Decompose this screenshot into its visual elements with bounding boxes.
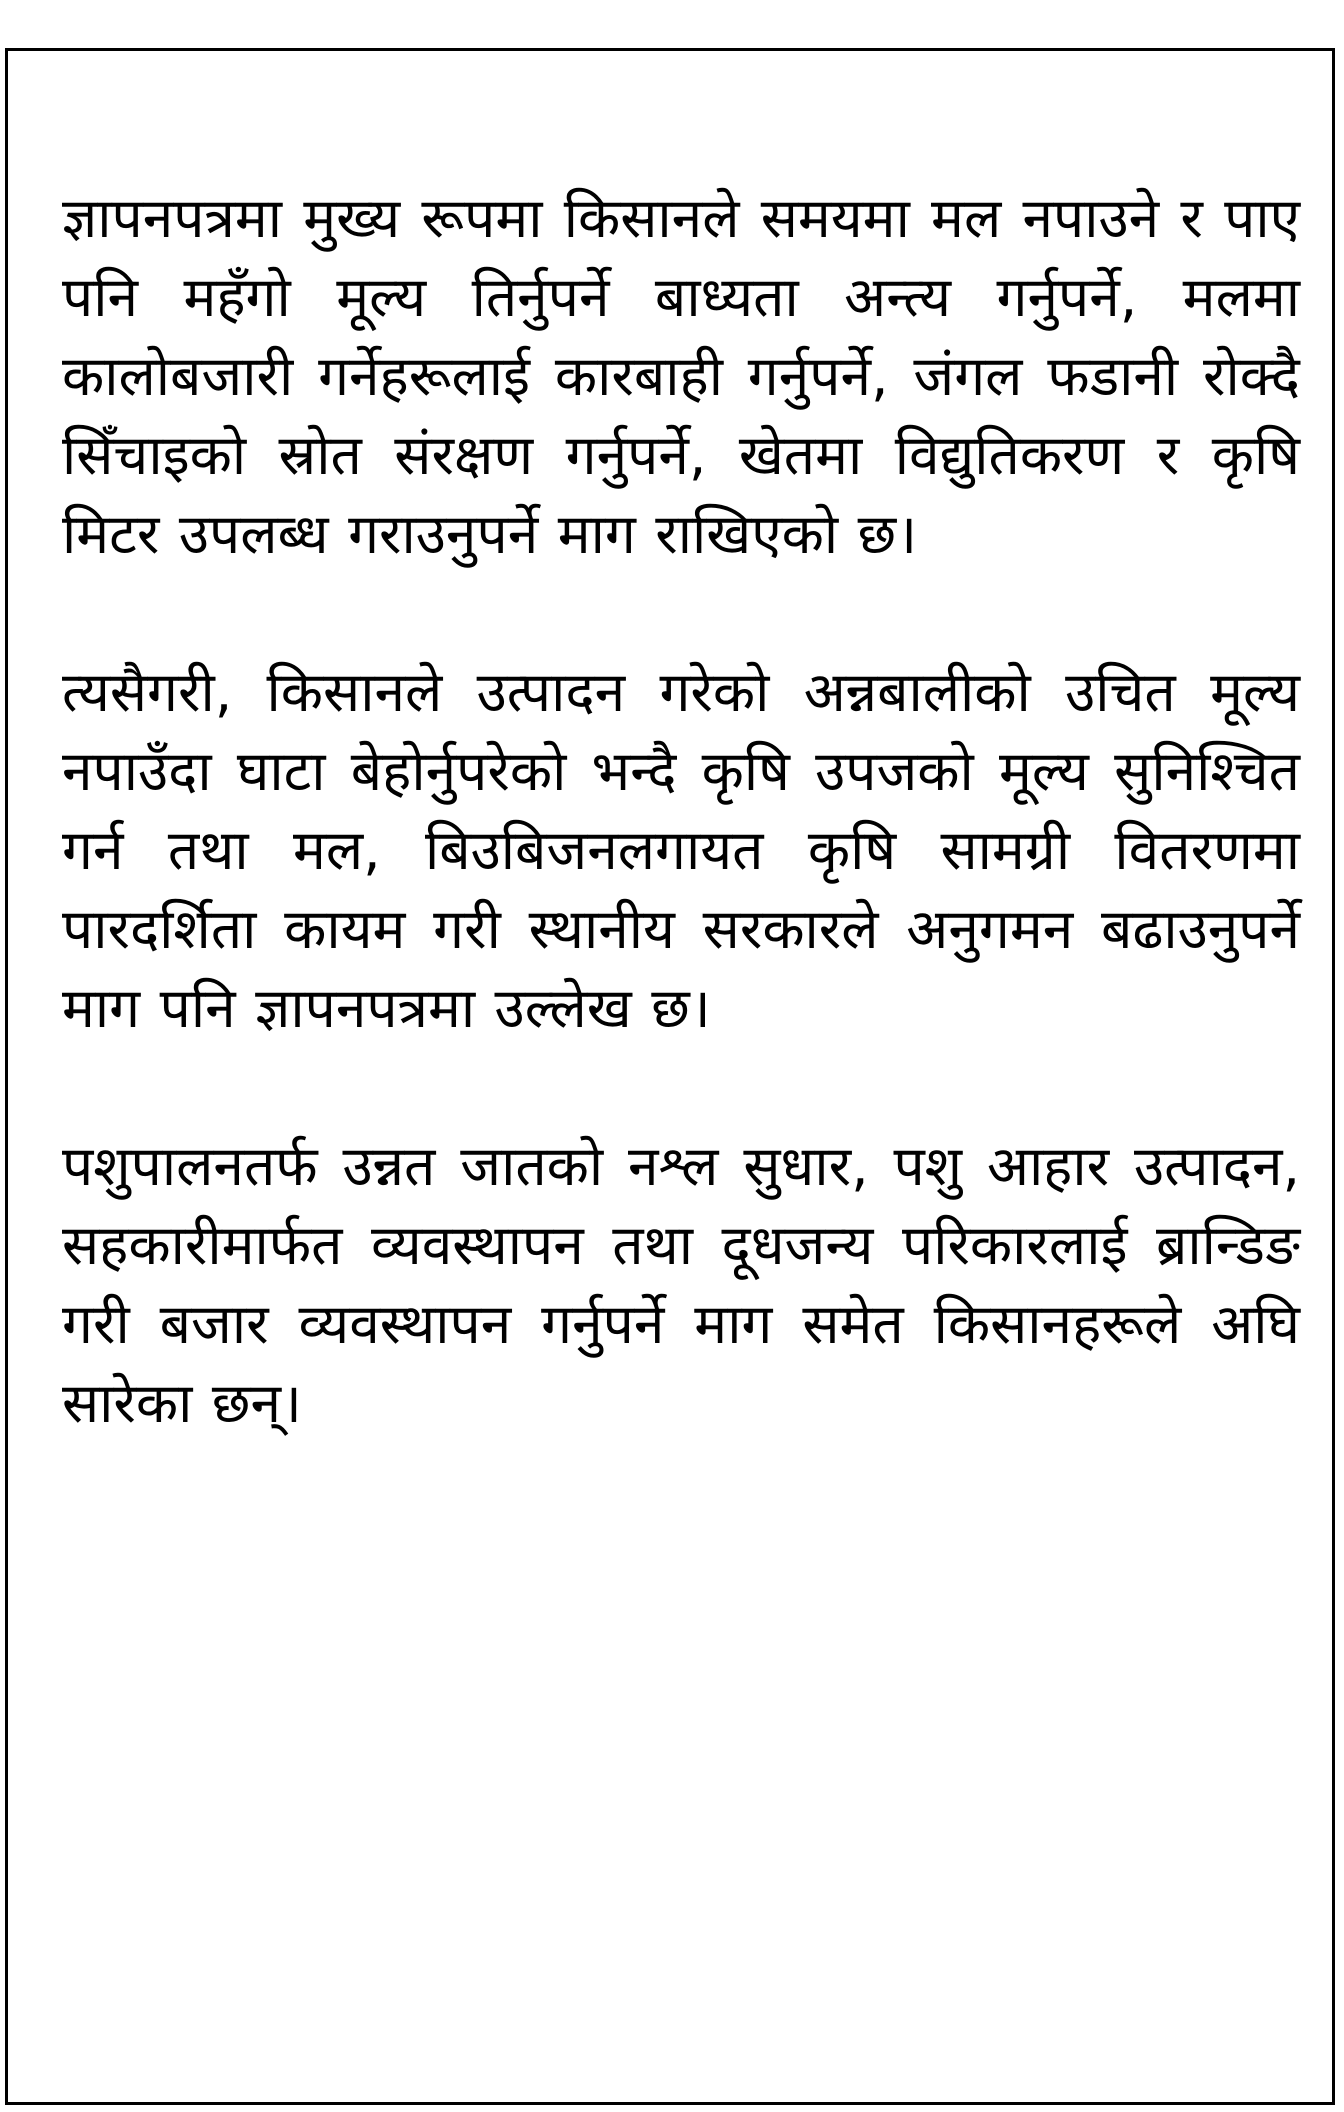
paragraph-2: त्यसैगरी, किसानले उत्पादन गरेको अन्नबालीको उचित मूल्य नपाउँदा घाटा बेहोर्नुपरेको भन्दै कृषि उपजको मूल्य सुनिश्चित गर्न तथा मल, बिउबिजनलगायत कृषि सामग्री वितरणमा पारदर्शिता कायम गरी स्थानीय सरकारले अनुगमन बढाउनुपर्ने माग पनि ज्ञापनपत्रमा उल्लेख छ। [62, 660, 1300, 1040]
document-body [62, 179, 1300, 1443]
paragraph-3: पशुपालनतर्फ उन्नत जातको नश्ल सुधार, पशु आहार उत्पादन, सहकारीमार्फत व्यवस्थापन तथा दूधजन्य परिकारलाई ब्रान्डिङ गरी बजार व्यवस्थापन गर्नुपर्ने माग समेत किसानहरूले अघि सारेका छन्। [62, 1134, 1300, 1435]
paragraph-1: ज्ञापनपत्रमा मुख्य रूपमा किसानले समयमा मल नपाउने र पाए पनि महँगो मूल्य तिर्नुपर्ने बाध्यता अन्त्य गर्नुपर्ने, मलमा कालोबजारी गर्नेहरूलाई कारबाही गर्नुपर्ने, जंगल फडानी रोक्दै सिँचाइको स्रोत संरक्षण गर्नुपर्ने, खेतमा विद्युतिकरण र कृषि मिटर उपलब्ध गराउनुपर्ने माग राखिएको छ। [62, 186, 1300, 566]
document-frame [5, 48, 1335, 2105]
